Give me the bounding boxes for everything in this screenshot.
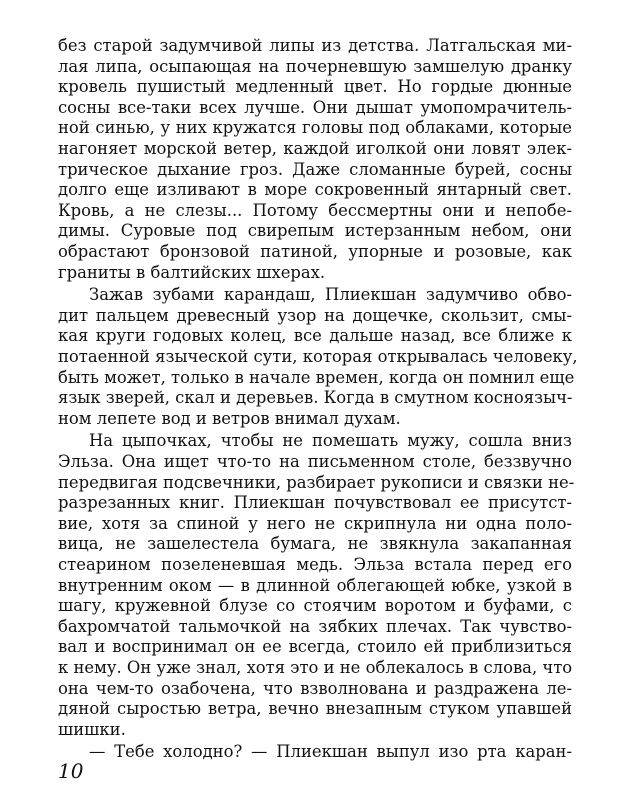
text-line: вие, хотя за спиной у него не скрипнула ни одна поло- (58, 513, 572, 533)
text-line: сосны все-таки всех лучше. Они дышат умопомрачитель- (58, 97, 572, 117)
text-line: стеарином позеленевшая медь. Эльза встала перед его (58, 555, 572, 574)
text-line: она чем-то озабочена, что взволнована и раздражена ле- (58, 678, 572, 698)
text-line: обрастают бронзовой патиной, упорные и розовые, как (58, 242, 572, 261)
text-line: лая липа, осыпающая на почерневшую замшелую дранку (58, 56, 572, 76)
text-line: быть может, только в начале времен, когда он помнил еще (58, 367, 575, 387)
text-line: передвигая подсвечники, разбирает рукописи и связки не- (58, 472, 575, 492)
text-line: без старой задумчивой липы из детства. Латгальская ми- (58, 36, 572, 55)
text-line: граниты в балтийских шхерах. (58, 262, 326, 282)
text-line: шишки. (58, 719, 126, 739)
text-line: нагоняет морской ветер, каждой иголкой они ловят элек- (58, 139, 572, 158)
text-line: Эльза. Она ищет что-то на письменном столе, беззвучно (58, 452, 572, 471)
text-line: вал и воспринимал он ее всегда, стоило ей приблизиться (58, 637, 572, 657)
text-line: Зажав зубами карандаш, Плиекшан задумчиво обво- (89, 285, 572, 305)
text-line: бахромчатой тальмочкой на зябких плечах. Так чувство- (58, 616, 572, 636)
text-line: разрезанных книг. Плиекшан почувствовал ее присутст- (58, 493, 572, 513)
text-line: дит пальцем древесный узор на дощечке, скользит, смы- (58, 305, 572, 325)
text-line: кая круги годовых колец, все дальше назад, все ближе к (58, 326, 572, 346)
text-line: потаенной языческой сути, которая открывалась человеку, (58, 347, 578, 366)
text-line: к нему. Он уже знал, хотя это и не облекалось в слова, что (58, 658, 573, 677)
page-number: 10 (58, 759, 84, 783)
text-line: долго еще изливают в море сокровенный янтарный свет. (58, 180, 572, 200)
text-line: ном лепете вод и ветров внимал духам. (58, 408, 401, 428)
text-line: шагу, кружевной блузе со стоячим воротом и буфами, с (58, 596, 572, 616)
text-line: трическое дыхание гроз. Даже сломанные бурей, сосны (58, 159, 572, 179)
text-line: димы. Суровые под свирепым истерзанным небом, они (58, 221, 572, 241)
text-line: язык зверей, скал и деревьев. Когда в смутном косноязыч- (58, 388, 573, 408)
text-line: ной синью, у них кружатся головы под облаками, которые (58, 118, 572, 138)
text-line: внутренним оком — в длинной облегающей юбке, узкой в (58, 575, 572, 595)
text-line: — Тебе холодно? — Плиекшан выпул изо рта каран- (89, 742, 572, 762)
text-line: Кровь, а не слезы... Потому бессмертны они и непобе- (58, 200, 572, 220)
text-line: кровель пушистый медленный цвет. Но гордые дюнные (58, 77, 572, 97)
text-line: На цыпочках, чтобы не помешать мужу, сошла вниз (89, 431, 572, 451)
text-line: дяной сыростью ветра, вечно внезапным стуком упавшей (58, 699, 572, 719)
text-line: вица, не зашелестела бумага, не звякнула закапанная (58, 534, 572, 554)
